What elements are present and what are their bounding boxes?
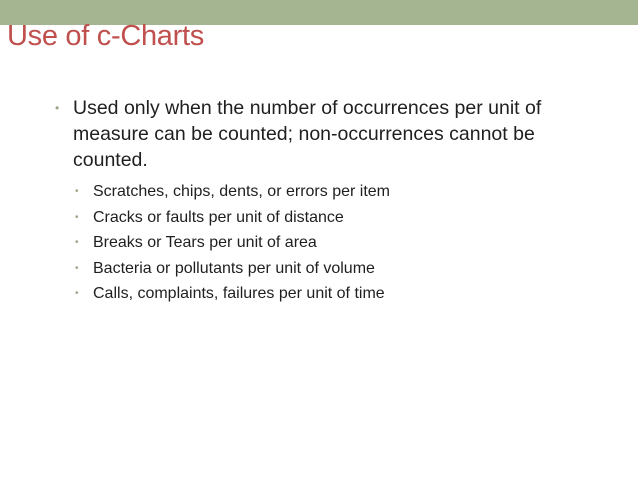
slide-title: Use of c-Charts	[7, 20, 204, 52]
sub-bullet-item	[55, 179, 615, 205]
bullet-icon: •	[55, 101, 60, 115]
slide-body	[55, 95, 615, 307]
sub-bullet-text: Calls, complaints, failures per unit of time	[93, 285, 385, 302]
sub-bullet-item	[55, 281, 615, 307]
sub-bullet-text: Cracks or faults per unit of distance	[93, 208, 344, 226]
sub-bullet-item	[55, 256, 615, 282]
sub-bullet-list	[55, 179, 615, 307]
sub-bullet-item	[55, 230, 615, 256]
bullet-icon: •	[75, 211, 79, 223]
sub-bullet-text: Bacteria or pollutants per unit of volume	[93, 259, 375, 277]
bullet-icon: •	[75, 237, 79, 248]
main-bullet-point	[55, 95, 615, 173]
bullet-icon: •	[75, 186, 79, 197]
sub-bullet-text: Scratches, chips, dents, or errors per item	[93, 183, 390, 200]
main-bullet-text: Used only when the number of occurrences per unit of measure can be counted; non-occurrences cannot be counted.	[73, 97, 542, 171]
bullet-icon: •	[75, 288, 79, 299]
sub-bullet-text: Breaks or Tears per unit of area	[93, 234, 317, 251]
sub-bullet-item	[55, 205, 615, 231]
bullet-icon: •	[75, 262, 79, 274]
